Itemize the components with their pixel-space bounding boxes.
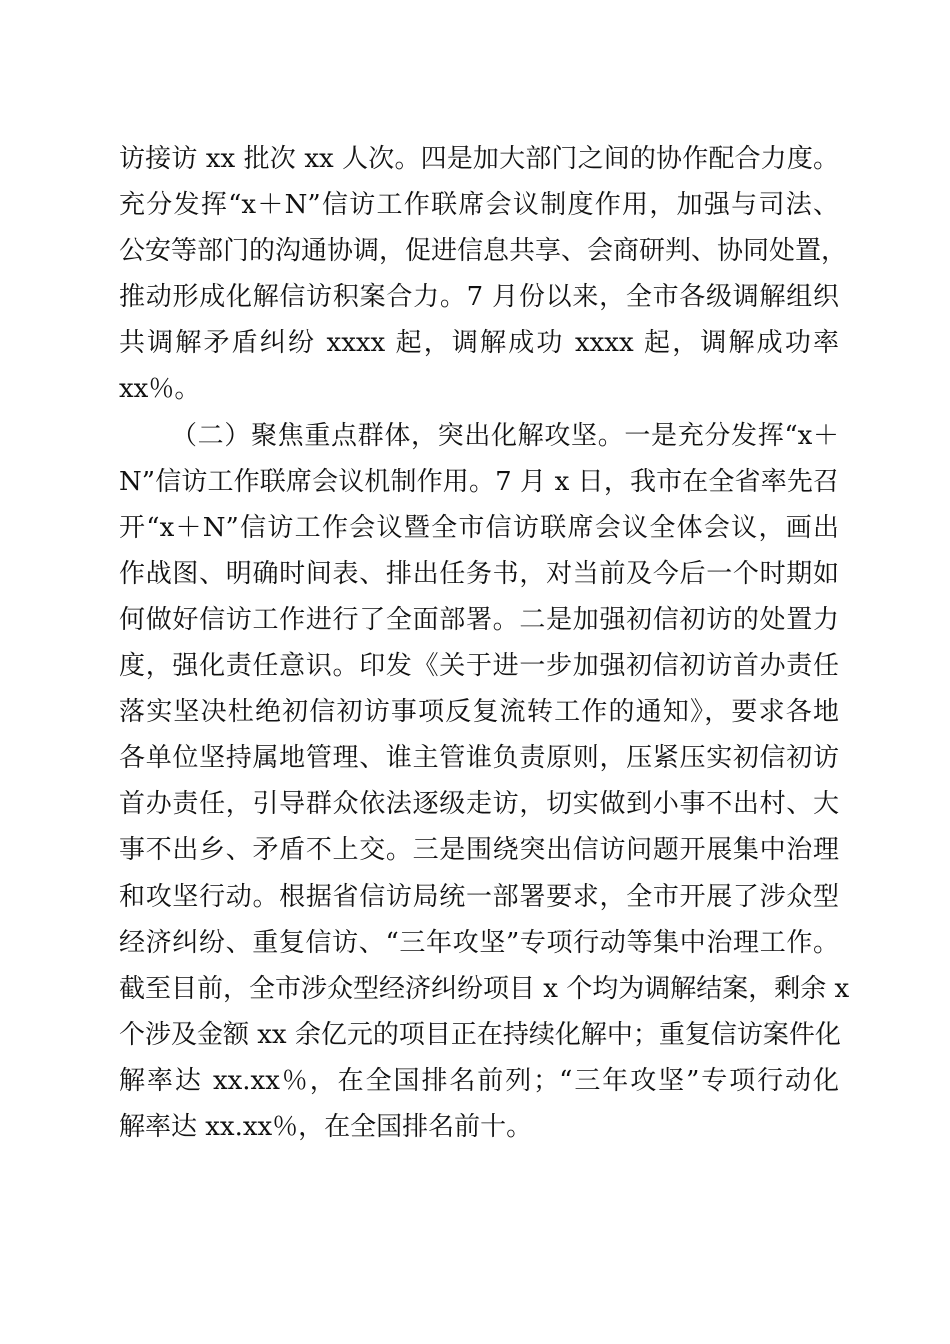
text-line: 事不出乡、矛盾不上交。三是围绕突出信访问题开展集中治理 [119, 835, 839, 866]
text-line: 解率达 xx.xx％，在全国排名前十。 [119, 1111, 533, 1142]
text-line: 推动形成化解信访积案合力。7 月份以来，全市各级调解组织 [119, 282, 839, 313]
text-line: 个涉及金额 xx 余亿元的项目正在持续化解中；重复信访案件化 [119, 1019, 841, 1050]
text-line: 度，强化责任意识。印发《关于进一步加强初信初访首办责任 [119, 651, 839, 682]
text-line: N”信访工作联席会议机制作用。7 月 x 日，我市在全省率先召 [119, 466, 839, 497]
text-line: 解率达 xx.xx％，在全国排名前列；“三年攻坚”专项行动化 [119, 1065, 839, 1096]
text-line: 首办责任，引导群众依法逐级走访，切实做到小事不出村、大 [119, 789, 839, 820]
body-text [119, 136, 850, 1150]
text-line: 经济纠纷、重复信访、“三年攻坚”专项行动等集中治理工作。 [119, 927, 839, 958]
text-line: 开“x＋N”信访工作会议暨全市信访联席会议全体会议，画出 [119, 512, 839, 543]
text-line: 和攻坚行动。根据省信访局统一部署要求，全市开展了涉众型 [119, 881, 839, 912]
text-line: 各单位坚持属地管理、谁主管谁负责原则，压紧压实初信初访 [119, 743, 839, 774]
text-line: 公安等部门的沟通协调，促进信息共享、会商研判、协同处置， [119, 236, 848, 267]
text-line: 截至目前，全市涉众型经济纠纷项目 x 个均为调解结案，剩余 x [119, 973, 850, 1004]
text-line: xx％。 [119, 374, 201, 405]
text-line: （二）聚焦重点群体，突出化解攻坚。一是充分发挥“x＋ [171, 420, 839, 451]
text-line: 落实坚决杜绝初信初访事项反复流转工作的通知》，要求各地 [119, 697, 839, 728]
text-line: 何做好信访工作进行了全面部署。二是加强初信初访的处置力 [119, 604, 839, 635]
text-line: 访接访 xx 批次 xx 人次。四是加大部门之间的协作配合力度。 [119, 144, 839, 174]
text-line: 共调解矛盾纠纷 xxxx 起，调解成功 xxxx 起，调解成功率 [119, 328, 839, 359]
text-line: 作战图、明确时间表、排出任务书，对当前及今后一个时期如 [119, 558, 839, 589]
text-line: 充分发挥“x＋N”信访工作联席会议制度作用，加强与司法、 [119, 190, 839, 221]
